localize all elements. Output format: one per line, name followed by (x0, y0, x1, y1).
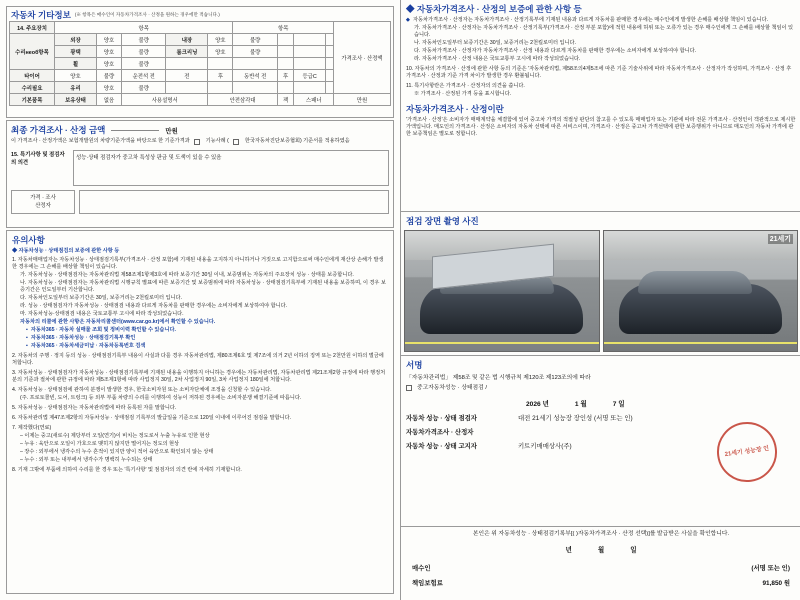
caution-item (12, 311, 388, 318)
valuation-item (406, 40, 796, 47)
caution-text: 자동차365 · 자동차 실매물 조회 및 정비이력 확인할 수 있습니다. (30, 327, 176, 334)
appraiser-label-line1: 가격 · 조사 (30, 195, 56, 202)
valuation-guarantee-title: ◆ 자동차가격조사 · 산정의 보증에 관한 사항 등 (406, 4, 582, 14)
valuation-text: 11. 특기사항란은 가격조사 · 산정자의 의견을 씁니다. (406, 83, 525, 90)
date-day[interactable]: 7 (612, 401, 617, 409)
cell-polish-good[interactable]: 양호 (96, 46, 121, 58)
cell-roomclean: 룸크리닝 (166, 46, 208, 58)
valuation-definition-body: '가격조사 · 산정'은 소비자가 매매계약을 체결함에 있어 중고차 가격의 적절성 판단의 참고를 수 있도록 매매업자 또는 기관에 따라 전문 가격조사 · 산정인이 객관적으로 제시한 가액입니다. 매도인의 가격조사 · 산정은 소비자의 자동차 선택에 따른 서비스이며, 가격조사 · 산정은 중고차 가격선택에 관한 보증행위가 아니므로 매도인의 자동차 가격에 관한 보증책임은 별도로 정합니다. (406, 117, 796, 138)
confirm-year-label[interactable]: 년 (565, 547, 572, 555)
cell-blank-2 (294, 34, 325, 46)
photo-tag: 21세기 (769, 236, 791, 243)
final-price-check1: 기능사례 ( (205, 138, 229, 144)
basic-state-label: 보유상태 (55, 94, 97, 106)
cell-glass-row-label: 수리필요 (10, 82, 55, 94)
sign-value-inspector[interactable]: 대전 21세기 성능장 장인성 (서명 또는 인) (518, 415, 633, 423)
caution-item (12, 280, 388, 294)
cell-exterior: 외장 (55, 34, 97, 46)
buyer-label: 매수인 (412, 565, 431, 573)
cell-blank-10 (277, 58, 294, 70)
cautions-head: ◆ 자동차성능 · 상태점검의 보증에 관한 사항 등 (12, 248, 120, 254)
photo-rear-side[interactable] (603, 230, 799, 352)
caution-text: – 이제는 중고(새로수) 제당부터 오일(연기)이 비치는 정도로서 누출 누유로 인한 현상 (20, 433, 210, 440)
bullet-icon: ▪ (26, 335, 28, 342)
cell-tire-label: 타이어 (10, 70, 55, 82)
cell-blank-7 (166, 58, 208, 70)
caution-item (12, 353, 388, 367)
signature-check-label: 중고자동차성능 · 상태점검 / (417, 385, 487, 392)
checkbox-1[interactable] (194, 139, 200, 145)
photo-section-title: 점검 장면 촬영 사진 (406, 216, 479, 226)
cell-tire-driver: 운전석 전 (122, 70, 166, 82)
col-header-item1: 항목 (55, 22, 233, 34)
cell-polish-bad[interactable]: 불량 (122, 46, 166, 58)
sign-row-inspector (406, 413, 796, 422)
valuation-item (406, 66, 796, 80)
cell-blank-9 (233, 58, 277, 70)
caution-item (12, 415, 388, 422)
car-body (420, 284, 583, 334)
caution-text: 자동차의 리콜에 관한 사항은 자동차리콜센터(www.car.go.kr)에서 확인할 수 있습니다. (20, 319, 216, 326)
cell-roomclean-bad[interactable]: 불량 (233, 46, 277, 58)
repair-label: 수리необ항목 (10, 34, 55, 70)
col-header-item2: 항목 (233, 22, 334, 34)
cell-tire-bad[interactable]: 불량 (96, 70, 121, 82)
valuation-text: 자동차가격조사 · 산정자는 자동차가격조사 · 산정기록부에 기재된 내용과 다르게 자동차를 판매한 경우에는 매수인에게 발생한 손해를 배상할 책임이 있습니다. (413, 17, 769, 23)
appraiser-label-line2: 산정자 (35, 203, 51, 210)
date-year-label: 년 (542, 401, 549, 409)
sign-label-inspector: 자동차 성능 · 상태 점검자 (406, 415, 477, 423)
caution-item (12, 449, 388, 456)
final-price-note-row (11, 138, 389, 145)
cell-polish: 광택 (55, 46, 97, 58)
basic-spanner[interactable]: 스패너 (294, 94, 334, 106)
valuation-text: 라. 자동차가격조사 · 산정 내용은 국토교통부 고시에 따라 작성되었습니다. (414, 56, 581, 63)
basic-manual[interactable]: 사용설명서 (122, 94, 208, 106)
floor-marking (604, 342, 798, 344)
final-price-check2: 한국자동차진단보증협회) 기준서를 적용하였음 (244, 138, 350, 144)
caution-text: 라. 성능 · 상태점검자가 자동차성능 · 상태점검 내용과 다르게 자동차를 판매한 경우에는 소비자에게 보상하여야 합니다. (20, 303, 288, 310)
final-price-row (11, 124, 389, 136)
fee-value: 91,850 원 (762, 580, 790, 588)
cell-glass-good[interactable]: 양호 (96, 82, 121, 94)
checkbox-2[interactable] (233, 139, 239, 145)
car-body (619, 284, 782, 334)
caution-text: 자동차365 · 자동차세금미납 · 자동차등록번호 검색 (30, 343, 146, 350)
valuation-guarantee-section (401, 0, 800, 212)
caution-text: 8. 기재 그밖에 부품에 의하여 수리를 한 경우 또는 '특기사항' 및 점검자의 의견 란에 자세히 기재합니다. (12, 467, 242, 474)
caution-item (12, 457, 388, 464)
cautions-title: 유의사항 (12, 235, 45, 245)
sign-label-notifier: 자동차 성능 · 상태 고지자 (406, 443, 477, 451)
appraiser-label (11, 190, 75, 214)
caution-text: – 누유 : 육안으로 오일이 가호으로 맺히지 않지만 떨어지는 정도의 현상 (20, 441, 180, 448)
inspection-photos-section (401, 212, 800, 356)
signature-date (526, 398, 796, 408)
caution-item (12, 257, 388, 271)
caution-text: 7. 제작했다(연료) (12, 425, 52, 432)
cell-blank-15 (233, 82, 277, 94)
cell-tire-good[interactable]: 양호 (55, 70, 97, 82)
cell-exterior-bad[interactable]: 불량 (122, 34, 166, 46)
caution-text: 마. 자동차성능·상태점검 내용은 국토교통부 고시에 따라 작성되었습니다. (20, 311, 184, 318)
caution-item (12, 395, 388, 402)
cell-blank-6 (325, 46, 333, 58)
cell-glass: 유리 (55, 82, 97, 94)
confirm-day-label[interactable]: 일 (630, 547, 637, 555)
date-day-label: 일 (618, 401, 625, 409)
valuation-text: 나. 자동차인도일부터 보증기간은 30일, 보증거리는 2천킬로미터 입니다. (414, 40, 576, 47)
caution-text: 1. 자동차매매업자는 자동차성능 · 상태점검기록부(가격조사 · 산정 포함)에 기재된 내용을 고지하지 아니하거나 거짓으로 고지함으로써 매수인에게 재산상 손해가 발생한 경우에는 그 손해를 배상할 책임이 있습니다. (12, 257, 384, 271)
caution-item (12, 295, 388, 302)
caution-item (12, 405, 388, 412)
cell-wheel: 휠 (55, 58, 97, 70)
valuation-text: 가. 자동차가격조사 · 산정자는 자동차가격조사 · 산정기록부(가격조사 · 산정 부분 포함)에 적힌 내용에 허위 또는 오류가 있는 경우 매수인에게 그 손해를 배상할 책임이 있습니다. (414, 25, 793, 39)
checkbox-inspection[interactable] (406, 385, 412, 391)
cell-wheel-good[interactable]: 양호 (96, 58, 121, 70)
final-price-title: 최종 가격조사 · 산정 금액 (11, 125, 106, 135)
valuation-item (406, 17, 796, 24)
valuation-item (406, 91, 796, 98)
fee-row (406, 575, 796, 590)
valuation-text: ※ 가격조사 · 산정된 가격 등을 표시합니다. (414, 91, 512, 98)
photo-row (401, 227, 800, 355)
buyer-sign-hint[interactable]: (서명 또는 인) (751, 565, 790, 573)
cell-interior: 내장 (166, 34, 208, 46)
caution-item (12, 343, 388, 350)
cell-glass-bad[interactable]: 불량 (122, 82, 166, 94)
stamp-text: 21세기 성능장 인 (724, 445, 770, 458)
date-month[interactable]: 1 (574, 401, 579, 409)
buyer-confirm-date (406, 544, 796, 554)
caution-text: 6. 자동차관리법 제47조제2항의 자동차성능 · 상태점검 기록부의 발급일을 기준으로 120일 이내에 이루어진 점검을 말합니다. (12, 415, 292, 422)
item15-value[interactable]: 성능·상태 점검자가 중고차 특성상 판금 및 도색이 있을 수 있음 (73, 150, 389, 186)
caution-item (12, 433, 388, 440)
cell-blank-5 (294, 46, 325, 58)
bullet-icon: ▪ (26, 327, 28, 334)
cell-blank-14 (208, 82, 233, 94)
cell-blank-13 (166, 82, 208, 94)
cell-interior-good[interactable]: 양호 (208, 34, 233, 46)
caution-text: 2. 자동차의 주행 · 정지 등의 성능 · 상태점검기록부 내용이 사실과 다를 경우 자동차관리법, 제80조제6호 및 제7조에 의거 2년 이하의 징역 또는 2천만원 이하의 벌금에 처합니다. (12, 353, 384, 367)
cell-blank-3 (325, 34, 333, 46)
col-header-price: 가격조사 · 산정액 (334, 22, 391, 94)
sign-value-notifier[interactable]: 키트키매매상사(주) (518, 443, 572, 451)
caution-text: 5. 자동차성능 · 상태점검자는 자동차관리법에 따라 등록된 자를 말합니다. (12, 405, 177, 412)
cell-exterior-good[interactable]: 양호 (96, 34, 121, 46)
cell-roomclean-good[interactable]: 양호 (208, 46, 233, 58)
caution-item (12, 272, 388, 279)
other-info-table (9, 21, 391, 106)
cell-blank-11 (294, 58, 325, 70)
basic-items-label: 기본품목 (10, 94, 55, 106)
cell-tire-driver-rear[interactable]: 후 (208, 70, 233, 82)
caution-item (12, 425, 388, 432)
cell-blank-18 (325, 82, 333, 94)
date-month-label: 월 (580, 401, 587, 409)
cell-tire-pass-rear[interactable]: 등급C (294, 70, 325, 82)
caution-text: – 누수 : 외부 또는 내부에서 냉각수가 명백히 누수되는 상태 (20, 457, 153, 464)
other-info-title: 자동차 기타정보 (11, 10, 71, 20)
date-year[interactable]: 2026 (526, 401, 541, 409)
caution-item (12, 441, 388, 448)
cell-wheel-bad[interactable]: 불량 (122, 58, 166, 70)
valuation-item (406, 48, 796, 55)
cell-blank-17 (294, 82, 325, 94)
signature-check-row (406, 384, 796, 392)
caution-item (12, 370, 388, 384)
cell-interior-bad[interactable]: 불량 (233, 34, 277, 46)
caution-item (12, 327, 388, 334)
basic-triangle[interactable]: 안전삼각대 (208, 94, 277, 106)
bullet-icon: ◆ (406, 17, 410, 23)
valuation-item (406, 83, 796, 90)
bullet-icon: ▪ (26, 343, 28, 350)
caution-item (12, 319, 388, 326)
buyer-row (406, 560, 796, 575)
caution-item (12, 303, 388, 310)
signature-lead: 「자동차관리법」 제58조 및 같은 법 시행규칙 제120조 제123조의에 따라 (406, 375, 591, 381)
photo-front-open-hood[interactable] (404, 230, 600, 352)
cell-blank-12 (325, 58, 333, 70)
caution-text: 다. 자동차인도일부터 보증기간은 30일, 보증거리는 2천킬로미터 입니다. (20, 295, 182, 302)
sign-label-appraiser: 자동차가격조사 · 산정자 (406, 429, 474, 437)
basic-jack[interactable]: 잭 (277, 94, 294, 106)
floor-marking (405, 342, 599, 344)
caution-item (12, 335, 388, 342)
cautions-block (6, 230, 394, 594)
cell-blank-4 (277, 46, 294, 58)
cell-blank-16 (277, 82, 294, 94)
caution-text: 3. 자동차성능 · 상태점검자가 자동차성능 · 상태점검기록부에 기재된 내용을 이행하지 아니하는 경우에는 자동차관리법, 자동차관리법 제21조제2항 규정에 따라 행정처분의 기준과 절차에 관한 규정에 따라 제5조제1항에 따라 사업정지 30일, 2차 사업정지 90일, 3차 사업정지 180일에 처합니다. (12, 370, 386, 384)
caution-text: 나. 자동차성능 · 상태점검자는 자동차관리법 시행규칙 별표에 따른 보증기간 및 보증범위에 따라 자동차성능 · 상태점검기록부에 기재된 내용을 보증하며, 이 경우 보증기간은 인도일부터 기산합니다. (20, 280, 386, 294)
signature-section (401, 356, 800, 526)
right-column (400, 0, 800, 600)
confirm-month-label[interactable]: 월 (597, 547, 605, 555)
cell-tire-pass-front[interactable]: 후 (277, 70, 294, 82)
cell-blank-8 (208, 58, 233, 70)
basic-amount-unit: 만원 (334, 94, 391, 106)
caution-text: 자동차365 · 자동차성능 · 상태점검기록부 확인 (30, 335, 136, 342)
fee-label: 책임보험료 (412, 580, 443, 588)
valuation-text: 10. 자동차의 가격조사 · 산정에 관한 사항 등의 기준은 '자동차관리법, 제58조의4제5조에 따른 기준 기술사위에 따라 자동차가격조사 · 산정자가 작성하며, 가격조사 · 산정 후 가격조사 · 산정과 기준 가격 차이가 발생한 경우 환불됩니다. (406, 66, 792, 80)
cautions-list (12, 257, 388, 474)
valuation-item (406, 25, 796, 39)
buyer-confirm-section (401, 527, 800, 593)
row-label-main: 14. 주요장치 (10, 22, 55, 34)
buyer-confirm-text: 본인은 위 자동차성능 · 상태점검기록부[( )자동차가격조사 · 산정 선택)]를 발급받은 사실을 확인합니다. (472, 531, 730, 537)
caution-text: – 장수 : 외부에서 냉각수의 누수 흔적이 있지만 양이 적어 육안으로 확인되지 않는 상태 (20, 449, 214, 456)
basic-state-none[interactable]: 없음 (96, 94, 121, 106)
signature-title: 서명 (406, 360, 423, 370)
valuation-item (406, 56, 796, 63)
valuation-text: 다. 자동차가격조사 · 산정자가 자동차가격조사 · 산정 내용과 다르게 자동차를 판매한 경우에는 소비자에게 보상하여야 합니다. (414, 48, 697, 55)
valuation-definition-title: 자동차가격조사 · 산정이란 (406, 104, 504, 115)
final-price-unit: 만원 (165, 127, 178, 135)
caution-text: 가. 자동차성능 · 상태점검자는 자동차관리법 제58조제1항제3호에 따라 보증기간 30일 이내, 보증범위는 자동차의 주요장치 성능 · 상태를 보증합니다. (20, 272, 354, 279)
final-price-value[interactable] (111, 130, 159, 131)
caution-text: (주. 프로토콜빈, 도어, 트렁크) 등 외부 부품 차량의 수리를 이행하여 성능이 저하된 경우에는 소비자분쟁 해결기준에 따릅니다. (20, 395, 302, 402)
other-info-block (6, 6, 394, 118)
final-price-block (6, 120, 394, 228)
other-info-note: (※ 항목은 매수인이 자동차가격조사 · 산정을 원하는 경우에만 적습니다.) (74, 12, 220, 17)
caution-text: 4. 자동차성능 · 상태점검에 관하여 분쟁이 발생한 경우, 한국소비자원 또는 소비자단체에 조정을 신청할 수 있습니다. (12, 387, 272, 394)
cell-tire-driver-front[interactable]: 전 (166, 70, 208, 82)
caution-item (12, 467, 388, 474)
final-price-note: 이 가격조사 · 산정가액은 보험개발원의 차량기준가액을 바탕으로 한 기준가격과 (11, 138, 190, 144)
cell-blank-1 (277, 34, 294, 46)
caution-item (12, 387, 388, 394)
cell-tire-pass: 동반석 전 (233, 70, 277, 82)
item15-label: 15. 특기사항 및 점검자의 의견 (11, 152, 65, 167)
appraiser-value[interactable] (79, 190, 389, 214)
